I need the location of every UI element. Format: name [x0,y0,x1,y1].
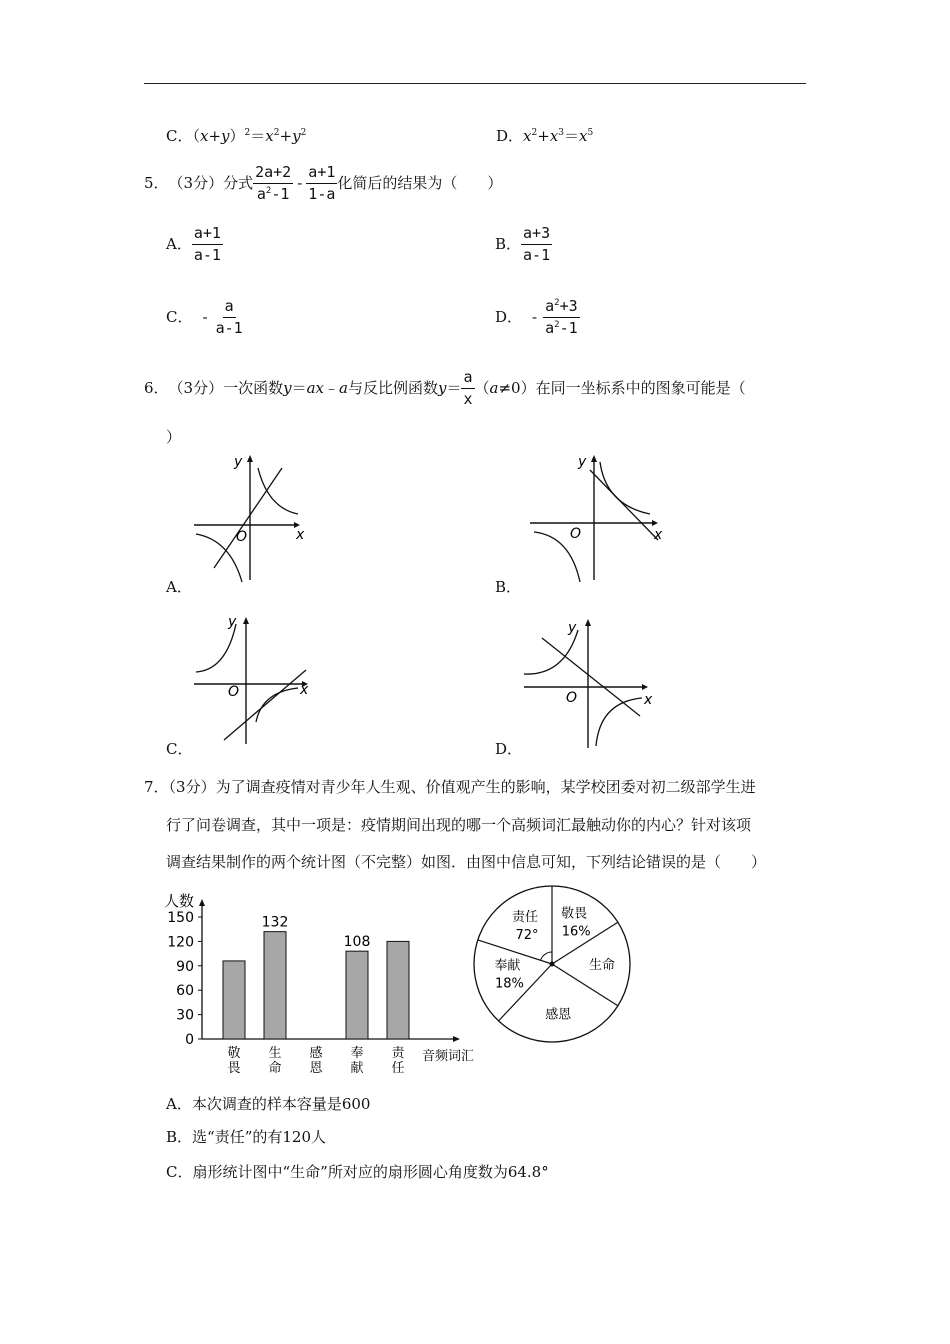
fraction-num: a+3 [521,224,552,245]
linear-function-line [590,470,658,540]
y-tick-label: 60 [176,983,194,1000]
x-tick-label: 生 [268,1046,282,1061]
bar-责任 [387,941,409,1039]
y-axis-arrow [247,455,253,462]
fraction-den: a-1 [215,318,243,337]
q6-graph-c[interactable] [190,612,320,747]
q5-option-d[interactable] [495,292,580,342]
x-label: x [296,527,305,543]
option-label: A． [166,1095,192,1113]
q5-fraction-1 [253,163,293,204]
option-label: C． [166,1163,193,1181]
y-axis-arrow [591,455,597,462]
q5-option-c-fraction [214,297,245,338]
q7-stem-line-2: 行了问卷调查，其中一项是：疫情期间出现的哪一个高频词汇最触动你的内心？针对该项 [166,816,752,834]
x-tick-label: 奉 [350,1046,364,1061]
y-axis-arrow [199,899,205,906]
q5-minus: - [297,173,303,192]
bar-奉献 [346,951,368,1039]
x-label: x [644,692,653,708]
q5-stem [144,160,502,206]
q5-number: 5． [144,173,169,192]
q6-graph-b[interactable] [520,450,670,585]
q5-fraction-1-num: 2a+2 [253,163,293,184]
pie-slice-value: 16% [561,924,591,940]
x-tick-label: 献 [350,1061,364,1076]
q7-option-c[interactable] [166,1165,549,1180]
fraction-den: $a^2-1$ [545,318,578,337]
x-axis-arrow [642,684,648,690]
pie-chart [466,882,646,1062]
option-label: A． [166,234,192,253]
q6-option-d-label[interactable]: D． [495,740,523,758]
origin-label: O [570,526,582,542]
x-label: x [300,682,309,698]
y-tick-label: 0 [185,1032,194,1048]
y-label: y [234,454,243,470]
q7-stem-line-1 [144,780,756,795]
q6-close-paren: ） [166,428,182,446]
hyperbola-branch [524,630,578,674]
option-label: B． [495,234,522,253]
q6-option-a-label[interactable]: A． [166,578,192,596]
q5-stem-text: （3分）分式 [168,173,254,192]
q5-option-b-fraction [521,224,552,265]
fraction-den: x [463,389,473,408]
q4-option-d[interactable] [496,129,593,144]
pie-slice-label-生命: 生命 [588,958,616,973]
origin-label: O [236,529,248,545]
y-axis-title: 人数 [164,892,195,910]
fraction-num: $a^2+3$ [543,297,580,318]
q4-option-d-expr: $x^2+x^3=x^5$ [523,127,594,145]
q7-number: 7． [144,778,169,796]
q5-option-b[interactable] [495,222,552,266]
y-tick-label: 90 [176,958,194,975]
option-label: D． [495,307,523,326]
q6-stem [144,366,746,410]
pie-slice-label-责任: 责任 [511,909,538,925]
bar-data-label: 108 [343,934,371,951]
q6-fraction [461,368,474,409]
fraction-num: a+1 [192,224,223,245]
y-label: y [578,454,587,470]
linear-function-line [214,468,282,568]
option-text: 选“责任”的有120人 [192,1128,326,1146]
y-tick-label: 150 [167,910,194,926]
bar-data-label: 132 [261,914,289,931]
y-tick-label: 120 [167,934,194,951]
y-axis-arrow [585,619,591,626]
q5-option-a[interactable] [166,222,223,266]
y-tick-label: 30 [176,1007,194,1024]
option-label: B． [166,1128,193,1146]
fraction-num: a [223,297,236,318]
option-text: 本次调查的样本容量是600 [191,1095,371,1113]
q6-option-c-label[interactable]: C． [166,740,193,758]
pie-slice-label-奉献: 奉献 [494,958,521,974]
q5-fraction-1-den: $a^2-1$ [256,184,290,203]
option-label: D． [496,127,524,145]
fraction-num: a [461,368,474,389]
fraction-den: a-1 [193,245,221,264]
pie-center [550,962,555,967]
x-tick-label: 畏 [227,1061,241,1076]
option-label: C． [166,127,193,145]
option-text: 扇形统计图中“生命”所对应的扇形圆心角度数为64.8° [192,1163,549,1181]
q5-fraction-2 [306,163,337,204]
q6-stem-text: （3分）一次函数y＝ax﹣a与反比例函数y＝ [168,378,462,397]
pie-slice-value: 72° [515,927,539,943]
origin-label: O [228,684,240,700]
q6-number: 6． [144,378,169,397]
q6-graph-a[interactable] [190,450,310,585]
x-axis-arrow [652,520,658,526]
x-axis-title: 音频词汇 [422,1049,475,1064]
bar-生命 [264,932,286,1039]
x-tick-label: 任 [391,1061,405,1076]
x-tick-label: 责 [391,1046,405,1061]
q7-stem-line-3: 调查结果制作的两个统计图（不完整）如图．由图中信息可知，下列结论错误的是（ ） [166,853,767,871]
q5-stem-tail: 化简后的结果为（ ） [337,173,503,192]
q6-graph-d[interactable] [520,612,660,752]
hyperbola-branch [196,624,236,672]
q4-option-c-expr: $(x+y)^2=x^2+y^2$ [192,127,307,145]
x-tick-label: 感 [309,1046,323,1061]
q7-option-b[interactable] [166,1130,326,1145]
pie-slice-value: 18% [494,976,524,992]
q7-option-a[interactable] [166,1097,370,1112]
origin-label: O [566,690,578,706]
x-tick-label: 敬 [227,1046,241,1061]
bar-chart [158,882,488,1082]
x-tick-label: 恩 [309,1061,323,1076]
hyperbola-branch [256,688,298,722]
linear-function-line [542,638,640,716]
x-axis-arrow [453,1036,460,1042]
hyperbola-branch [596,698,642,746]
q4-option-c[interactable] [166,129,306,144]
minus-sign: - [532,307,538,326]
q7-stem-text: （3分）为了调查疫情对青少年人生观、价值观产生的影响，某学校团委对初二级部学生进 [168,778,756,796]
fraction-den: a-1 [523,245,551,264]
q6-stem-text-2: （a≠0）在同一坐标系中的图象可能是（ [474,378,746,397]
x-tick-label: 命 [268,1061,282,1076]
pie-slice-label-敬畏: 敬畏 [561,906,588,922]
option-label: C． [166,307,193,326]
minus-sign: - [202,307,208,326]
linear-function-line [224,670,306,740]
q6-option-b-label[interactable]: B． [495,578,522,596]
header-rule [144,83,806,84]
y-label: y [228,614,237,630]
q5-option-a-fraction [192,224,223,265]
q5-option-d-fraction [543,297,580,338]
y-label: y [568,620,577,636]
q5-option-c[interactable] [166,295,245,339]
pie-slice-label-感恩: 感恩 [545,1007,572,1023]
bar-敬畏 [223,961,245,1039]
y-axis-arrow [243,617,249,624]
q5-fraction-2-num: a+1 [306,163,337,184]
q5-fraction-2-den: 1-a [308,184,336,203]
x-label: x [654,527,663,543]
